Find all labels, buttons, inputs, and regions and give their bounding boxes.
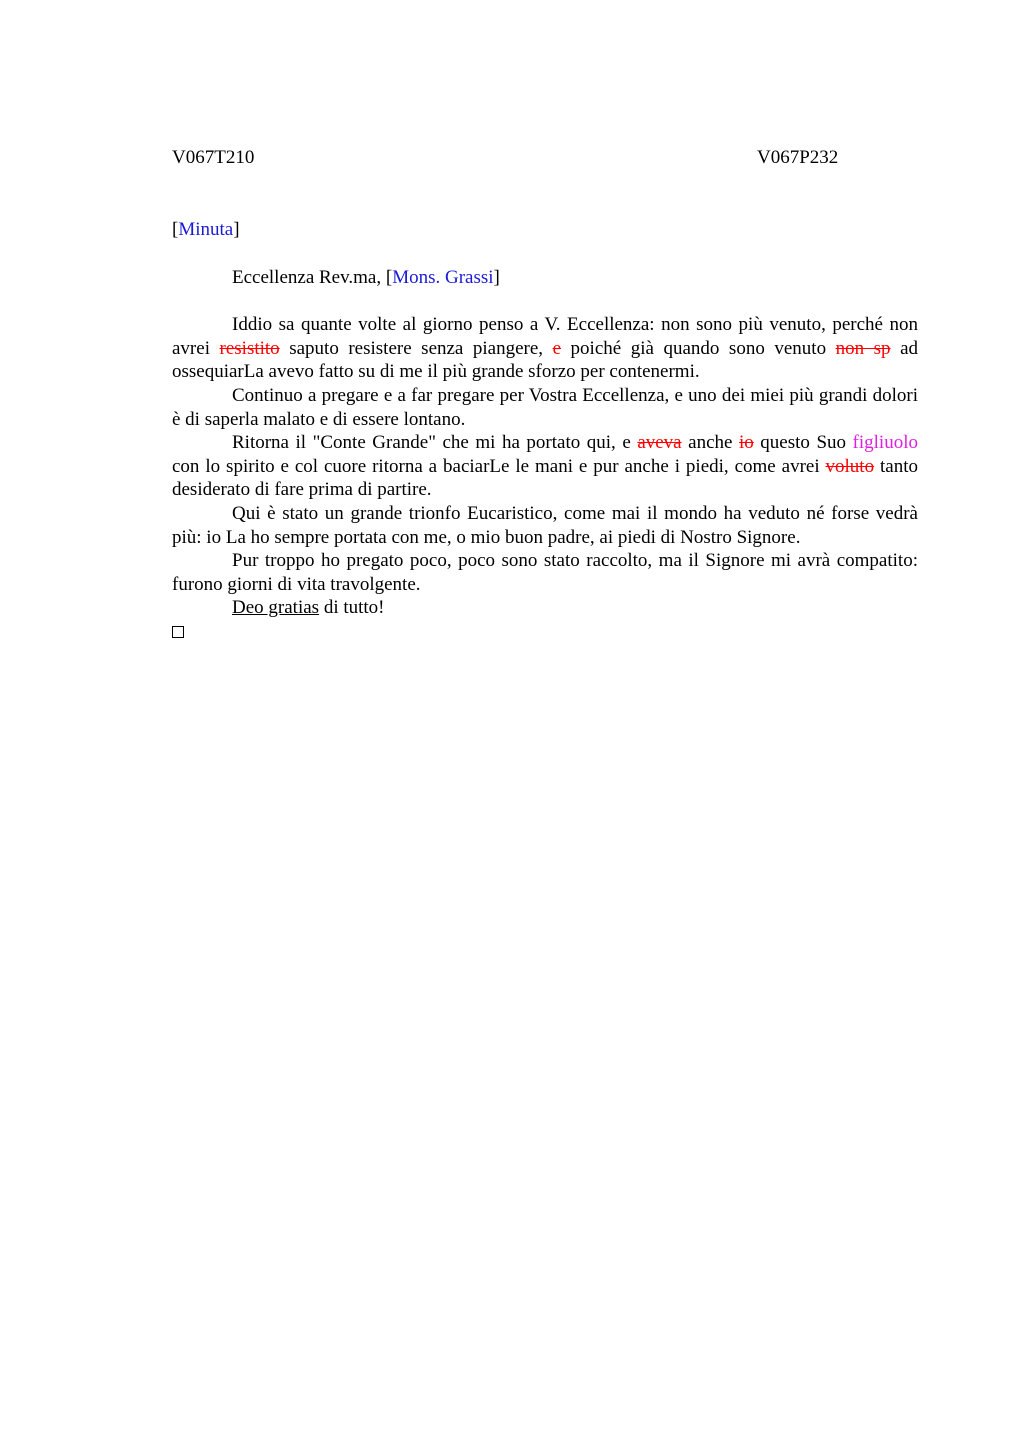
text-run: Iddio sa quante volte al giorno penso a V. Eccellenza: non sono più venuto, perché non avrei (172, 314, 918, 359)
paragraph-1 (172, 313, 918, 384)
text-run: ad ossequiarLa avevo fatto su di me il più grande sforzo per contenermi. (172, 337, 919, 383)
paragraph-5 (172, 549, 918, 596)
document-code-right: V067P232 (757, 147, 839, 168)
paragraph-3 (172, 431, 918, 502)
deleted-word: aveva (637, 432, 682, 454)
text-run: anche (681, 432, 739, 454)
deleted-word: voluto (825, 455, 875, 477)
paragraph-2 (172, 384, 918, 431)
text-run: con lo spirito e col cuore ritorna a baciarLe le mani e pur anche i piedi, come avrei (172, 455, 826, 477)
salutation-text: Eccellenza Rev.ma, (232, 266, 386, 288)
deleted-word: non sp (835, 337, 891, 359)
text-run: di tutto! (319, 597, 385, 619)
text-run: Ritorna il "Conte Grande" che mi ha portato qui, e (232, 432, 638, 454)
deleted-word: io (739, 432, 754, 454)
document-code-left: V067T210 (172, 147, 255, 168)
bracket-close: ] (233, 219, 240, 240)
text-run: Continuo a pregare e a far pregare per Vostra Eccellenza, e uno dei miei più grandi dolori è di saperla malato e di essere lontano. (172, 384, 918, 430)
deleted-word: e (552, 337, 562, 359)
text-run: questo Suo (753, 432, 853, 454)
paragraph-4 (172, 502, 918, 549)
letter-paragraphs (172, 313, 918, 638)
text-run: poiché già quando sono venuto (561, 337, 836, 359)
salutation (172, 266, 918, 290)
underlined-phrase: Deo gratias (232, 597, 320, 619)
letter-body (172, 218, 918, 638)
text-run: saputo resistere senza piangere, (279, 337, 553, 359)
recipient-name: Mons. Grassi (392, 266, 494, 288)
text-run: Pur troppo ho pregato poco, poco sono stato raccolto, ma il Signore mi avrà compatito: furono giorni di vita travolgente. (172, 550, 918, 595)
highlighted-word: figliuolo (852, 432, 918, 454)
deleted-word: resistito (219, 337, 280, 359)
text-run: tanto desiderato di fare prima di partire. (172, 455, 919, 501)
editorial-note (172, 218, 918, 242)
minuta-label: Minuta (178, 219, 234, 240)
end-square-icon (172, 626, 184, 638)
bracket-open: [ (172, 219, 179, 240)
bracket-open: [ (385, 266, 393, 288)
paragraph-6 (172, 596, 918, 620)
text-run: Qui è stato un grande trionfo Eucaristico, come mai il mondo ha veduto né forse vedrà più: io La ho sempre portata con me, o mio buon padre, ai piedi di Nostro Signore. (172, 502, 918, 548)
bracket-close: ] (493, 266, 500, 288)
